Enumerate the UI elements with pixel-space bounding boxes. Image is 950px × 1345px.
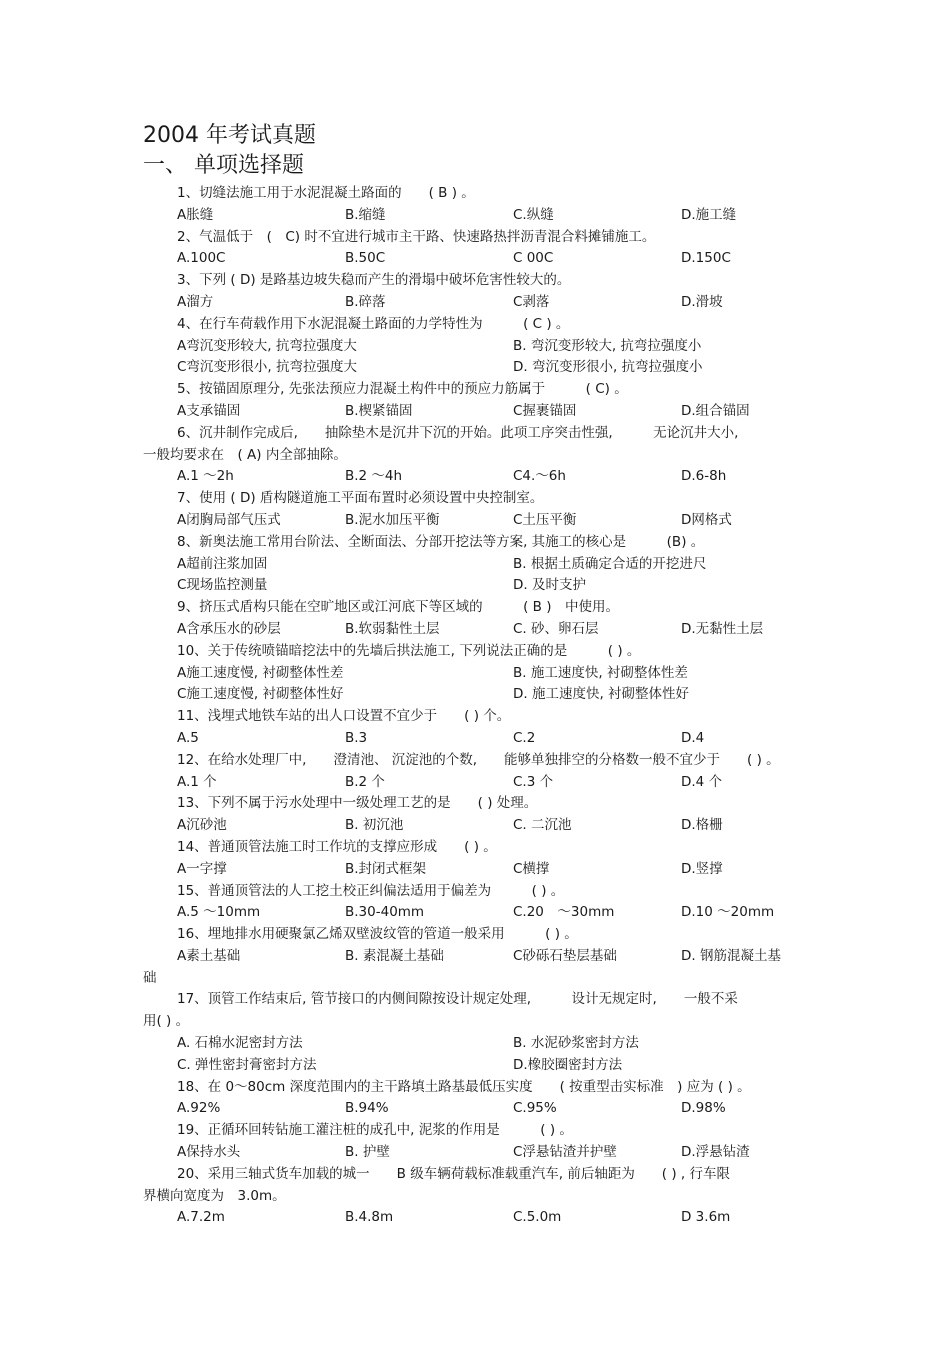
question-stem-continued: 一般均要求在 ( A) 内全部抽除。 [143,446,347,463]
option-continued: 础 [143,969,157,986]
answer-option: A超前注浆加固 [177,555,268,572]
question-stem: 15、普通顶管法的人工挖土校正纠偏法适用于偏差为 ( ) 。 [177,882,565,899]
answer-option: A保持水头 [177,1144,241,1161]
answer-option: B. 初沉池 [345,817,404,834]
answer-option: A.7.2m [177,1209,225,1226]
answer-option: A溜方 [177,293,214,310]
answer-option: B. 护壁 [345,1144,390,1161]
answer-option: B. 弯沉变形较大, 抗弯拉强度小 [513,337,702,354]
question-6 [143,423,808,488]
answer-option: B.软弱黏性土层 [345,620,440,637]
option-row [143,815,808,837]
question-stem: 20、采用三轴式货车加载的城一 B 级车辆荷载标准载重汽车, 前后轴距为 ( ) , 行车限 [177,1165,731,1182]
question-stem: 19、正循环回转钻施工灌注桩的成孔中, 泥浆的作用是 ( ) 。 [177,1122,573,1139]
page-title: 2004 年考试真题 [143,123,316,148]
question-stem: 13、下列不属于污水处理中一级处理工艺的是 ( ) 处理。 [177,795,538,812]
answer-option: A素土基础 [177,947,241,964]
answer-option: D.竖撑 [681,860,723,877]
answer-option: C.5.0m [513,1209,562,1226]
answer-option: B.泥水加压平衡 [345,511,440,528]
question-list [143,183,808,1229]
answer-option: D.4 个 [681,773,723,790]
question-18 [143,1077,808,1121]
answer-option: D. 施工速度快, 衬砌整体性好 [513,686,690,703]
answer-option: C砂砾石垫层基础 [513,947,617,964]
option-row [143,859,808,881]
answer-option: C.纵缝 [513,206,554,223]
answer-option: C. 砂、卵石层 [513,620,599,637]
question-stem: 10、关于传统喷锚暗挖法中的先墙后拱法施工, 下列说法正确的是 ( ) 。 [177,642,641,659]
answer-option: A支承锚固 [177,402,241,419]
option-row [143,205,808,227]
answer-option: C. 二沉池 [513,817,572,834]
question-stem: 4、在行车荷载作用下水泥混凝土路面的力学特性为 ( C ) 。 [177,315,570,332]
answer-option: D. 弯沉变形很小, 抗弯拉强度小 [513,359,703,376]
question-19 [143,1120,808,1164]
answer-option: C土压平衡 [513,511,577,528]
answer-option: A施工速度慢, 衬砌整体性差 [177,664,344,681]
answer-option: A.1 ～2h [177,468,234,485]
option-row [143,1098,808,1120]
answer-option: A弯沉变形较大, 抗弯拉强度大 [177,337,357,354]
answer-option: A.5 [177,729,199,746]
answer-option: D.橡胶圈密封方法 [513,1056,623,1073]
question-stem: 5、按锚固原理分, 先张法预应力混凝土构件中的预应力筋属于 ( C) 。 [177,381,628,398]
answer-option: D 3.6m [681,1209,731,1226]
answer-option: C施工速度慢, 衬砌整体性好 [177,686,344,703]
answer-option: A闭胸局部气压式 [177,511,281,528]
answer-option: B.3 [345,729,368,746]
answer-option: C握裹锚固 [513,402,577,419]
answer-option: B.2 个 [345,773,385,790]
answer-option: B.缩缝 [345,206,386,223]
option-row [143,772,808,794]
answer-option: A胀缝 [177,206,214,223]
answer-option: A.5 ～10mm [177,904,261,921]
answer-option: C浮悬钻渣并护壁 [513,1144,617,1161]
option-row [143,401,808,423]
option-row [143,1207,808,1229]
answer-option: D网格式 [681,511,732,528]
answer-option: C.95% [513,1100,557,1117]
question-stem: 9、挤压式盾构只能在空旷地区或江河底下等区域的 ( B ) 中使用。 [177,599,619,616]
option-row [143,248,808,270]
option-row [143,466,808,488]
answer-option: C. 弹性密封膏密封方法 [177,1056,317,1073]
question-stem: 17、顶管工作结束后, 管节接口的内侧间隙按设计规定处理, 设计无规定时, 一般不采 [177,991,738,1008]
answer-option: D.98% [681,1100,726,1117]
answer-option: C剥落 [513,293,550,310]
option-row [143,1055,808,1077]
answer-option: B. 水泥砂浆密封方法 [513,1035,639,1052]
option-row [143,510,808,532]
question-11 [143,706,808,750]
answer-option: B. 施工速度快, 衬砌整体性差 [513,664,688,681]
option-row [143,357,808,379]
answer-option: C.2 [513,729,536,746]
answer-option: C.20 ～30mm [513,904,615,921]
answer-option: D.滑坡 [681,293,723,310]
option-row [143,575,808,597]
answer-option: D.6-8h [681,468,727,485]
question-17 [143,989,808,1076]
answer-option: B.4.8m [345,1209,394,1226]
question-16 [143,924,808,989]
option-row [143,663,808,685]
answer-option: C 00C [513,250,554,267]
answer-option: B.50C [345,250,386,267]
answer-option: C.3 个 [513,773,554,790]
answer-option: D.格栅 [681,817,723,834]
answer-option: D.浮悬钻渣 [681,1144,750,1161]
question-3 [143,270,808,314]
answer-option: D.150C [681,250,731,267]
option-row [143,336,808,358]
answer-option: B. 根据土质确定合适的开挖进尺 [513,555,707,572]
question-10 [143,641,808,706]
answer-option: B.楔紧锚固 [345,402,413,419]
question-14 [143,837,808,881]
answer-option: A含承压水的砂层 [177,620,281,637]
answer-option: A一字撑 [177,860,227,877]
option-row [143,554,808,576]
question-stem: 2、气温低于 ( C) 时不宜进行城市主干路、快速路热拌沥青混合料摊铺施工。 [177,228,656,245]
question-8 [143,532,808,597]
section-heading: 一、 单项选择题 [143,153,304,178]
question-stem: 8、新奥法施工常用台阶法、全断面法、分部开挖法等方案, 其施工的核心是 (B) 。 [177,533,705,550]
question-stem-continued: 界横向宽度为 3.0m。 [143,1187,286,1204]
option-row [143,1033,808,1055]
question-2 [143,227,808,271]
question-4 [143,314,808,379]
answer-option: B.94% [345,1100,389,1117]
answer-option: B. 素混凝土基础 [345,947,444,964]
question-stem: 11、浅埋式地铁车站的出人口设置不宜少于 ( ) 个。 [177,708,511,725]
answer-option: C现场监控测量 [177,577,268,594]
answer-option: D.施工缝 [681,206,737,223]
question-20 [143,1164,808,1229]
question-stem: 7、使用 ( D) 盾构隧道施工平面布置时必须设置中央控制室。 [177,490,544,507]
answer-option: D. 钢筋混凝土基 [681,947,781,964]
answer-option: C横撑 [513,860,550,877]
option-row [143,946,808,968]
answer-option: A.1 个 [177,773,217,790]
answer-option: A. 石棉水泥密封方法 [177,1035,303,1052]
answer-option: C4.～6h [513,468,566,485]
question-stem: 1、切缝法施工用于水泥混凝土路面的 ( B ) 。 [177,185,475,201]
question-stem: 12、在给水处理厂中, 澄清池、 沉淀池的个数, 能够单独排空的分格数一般不宜少于 ( ) 。 [177,751,780,768]
answer-option: B.2 ～4h [345,468,403,485]
question-5 [143,379,808,423]
question-7 [143,488,808,532]
question-12 [143,750,808,794]
option-row [143,902,808,924]
question-stem-continued: 用( ) 。 [143,1013,190,1030]
question-stem: 18、在 0～80cm 深度范围内的主干路填土路基最低压实度 ( 按重型击实标准 ) 应为 ( ) 。 [177,1078,751,1095]
option-row [143,292,808,314]
question-stem: 16、埋地排水用硬聚氯乙烯双壁波纹管的管道一般采用 ( ) 。 [177,926,578,943]
question-stem: 6、沉井制作完成后, 抽除垫木是沉井下沉的开始。此项工序突击性强, 无论沉井大小, [177,424,739,441]
answer-option: C弯沉变形很小, 抗弯拉强度大 [177,359,358,376]
question-1 [143,183,808,227]
answer-option: D. 及时支护 [513,577,586,594]
answer-option: B.碎落 [345,293,386,310]
answer-option: D.4 [681,729,705,746]
answer-option: D.无黏性土层 [681,620,764,637]
answer-option: D.10 ～20mm [681,904,775,921]
answer-option: B.30-40mm [345,904,425,921]
option-row [143,684,808,706]
answer-option: D.组合锚固 [681,402,750,419]
answer-option: A.100C [177,250,226,267]
question-9 [143,597,808,641]
option-row [143,619,808,641]
question-stem: 3、下列 ( D) 是路基边坡失稳而产生的滑塌中破坏危害性较大的。 [177,272,571,289]
answer-option: B.封闭式框架 [345,860,427,877]
question-stem: 14、普通顶管法施工时工作坑的支撑应形成 ( ) 。 [177,838,497,855]
question-13 [143,793,808,837]
option-row [143,728,808,750]
answer-option: A沉砂池 [177,817,227,834]
option-row [143,1142,808,1164]
question-15 [143,881,808,925]
answer-option: A.92% [177,1100,221,1117]
